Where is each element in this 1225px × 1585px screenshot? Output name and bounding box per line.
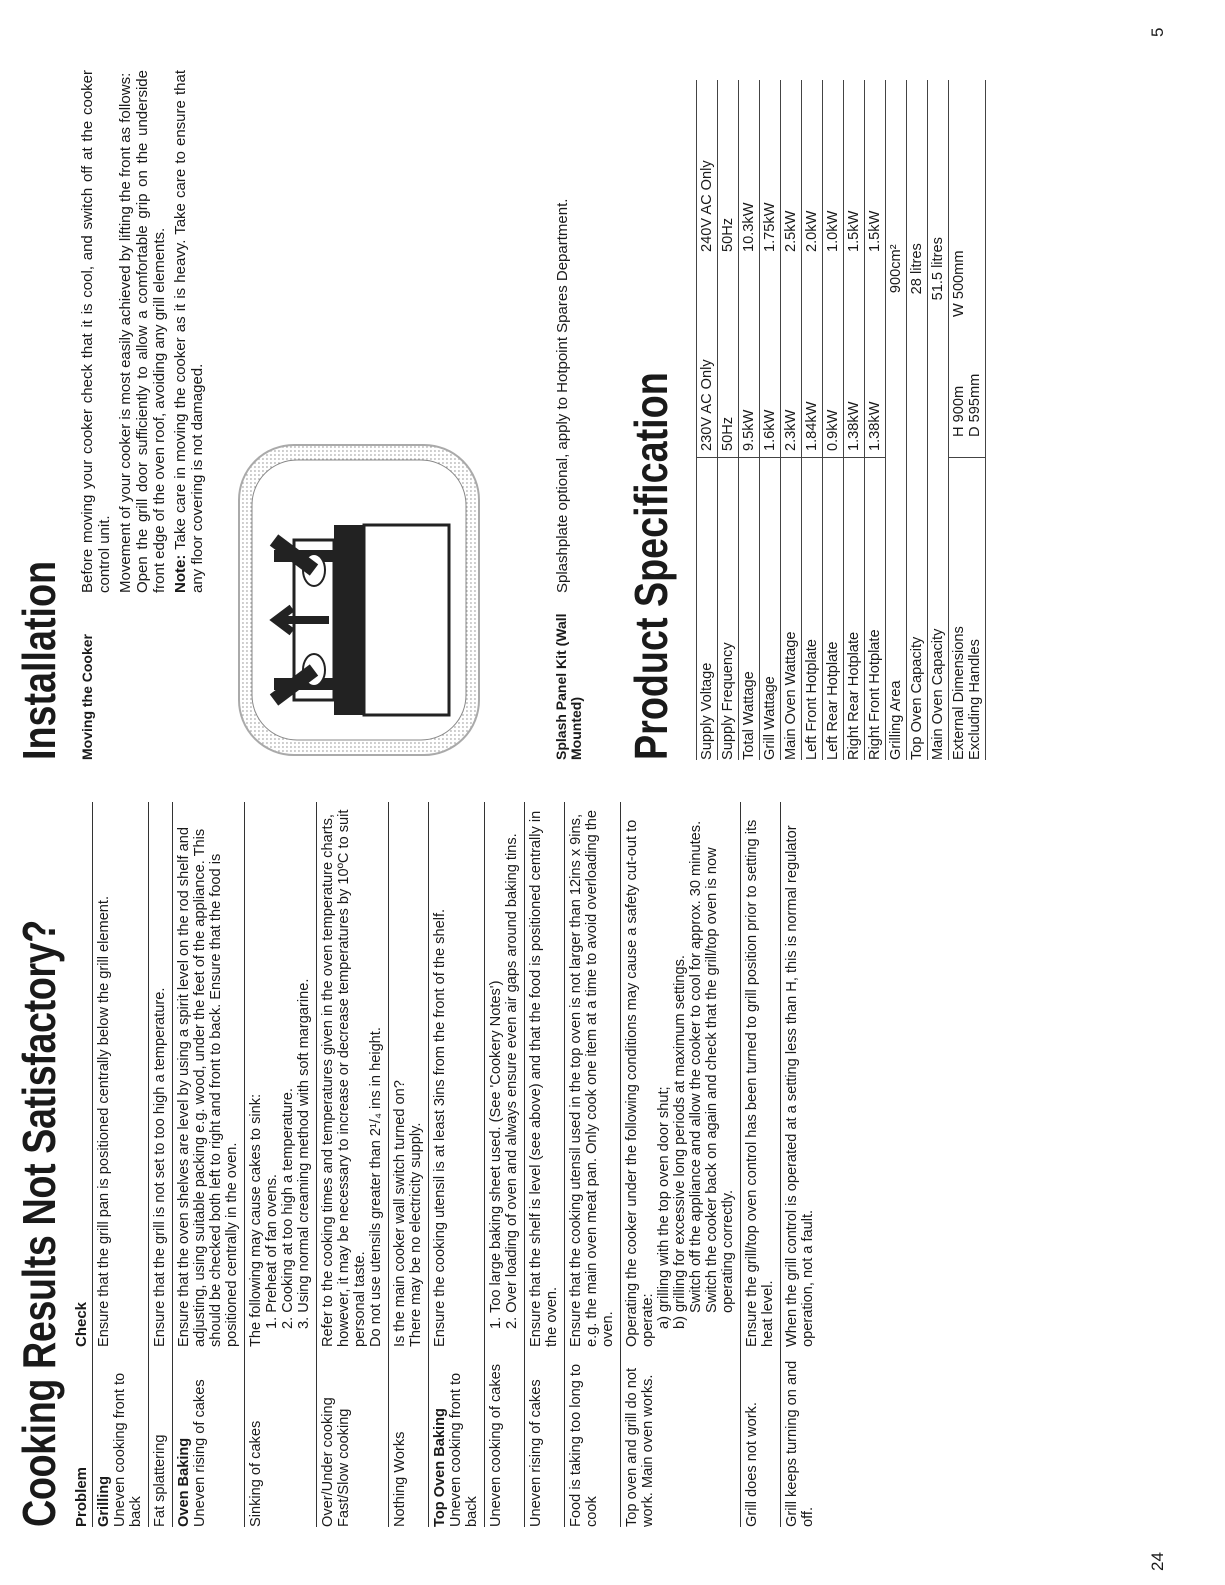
dimension-value: H 900m xyxy=(951,385,967,437)
check-line: Switch off the appliance and allow the cooker to cool for approx. 30 minutes. Switch the cooker back on again and check that the grill/top oven is now operating correctly. xyxy=(687,820,736,1313)
problem-cell xyxy=(624,1347,736,1527)
table-row xyxy=(316,802,388,1527)
moving-para-1: Before moving your cooker check that it is cool, and switch off at the cooker control unit. xyxy=(78,70,113,593)
installation-page xyxy=(13,70,983,760)
dimensions-label-line: External Dimensions xyxy=(951,626,967,760)
moving-para-2: Movement of your cooker is most easily achieved by lifting the front as follows: xyxy=(116,72,134,593)
spec-label: Total Wattage xyxy=(739,458,760,761)
splash-panel-section xyxy=(554,80,584,760)
problem-text: Uneven cooking front to back xyxy=(447,1372,480,1527)
problem-cell xyxy=(176,1347,240,1527)
moving-para-3: Open the grill door sufficiently to allow a comfortable grip on the underside front edge of the oven roof, avoiding any grill elements. xyxy=(133,70,168,593)
table-row xyxy=(484,802,524,1527)
check-line: Ensure that the grill pan is positioned centrally below the grill element. xyxy=(95,895,112,1347)
spec-value-230v: 1.38kW xyxy=(844,256,865,458)
problem-cell xyxy=(432,1347,480,1527)
spec-value-230v: 1.84kW xyxy=(802,256,823,458)
note-text: Take care in moving the cooker as it is heavy. Take care to ensure that any floor covering is not damaged. xyxy=(171,70,206,593)
dimension-value: D 595mm xyxy=(967,373,983,437)
spec-label: Supply Voltage xyxy=(697,458,718,761)
spec-value-240v: 240V AC Only xyxy=(697,80,718,256)
check-cell xyxy=(528,802,560,1347)
problem-text: Top oven and grill do not work. Main oven works. xyxy=(623,1367,656,1527)
table-row xyxy=(620,802,740,1527)
section-heading: Oven Baking xyxy=(175,1437,192,1527)
problem-cell xyxy=(392,1347,424,1527)
check-column-header: Check xyxy=(72,1301,90,1347)
splash-text: Splashplate optional, apply to Hotpoint Spares Department. xyxy=(554,198,571,593)
page-number-left: 24 xyxy=(1148,1552,1167,1571)
spec-label: Left Rear Hotplate xyxy=(823,458,844,761)
moving-section xyxy=(79,70,210,760)
table-row xyxy=(740,802,780,1527)
spec-value-230v: 2.3kW xyxy=(781,256,802,458)
spec-label: Supply Frequency xyxy=(718,458,739,761)
problem-text: Food is taking too long to cook xyxy=(567,1363,600,1527)
spec-row-dimensions xyxy=(949,80,986,760)
spec-row xyxy=(760,80,781,760)
problem-cell xyxy=(528,1347,560,1527)
check-line: There may be no electricity supply. xyxy=(407,1122,424,1347)
table-header xyxy=(73,802,93,1527)
spec-value-230v: 230V AC Only xyxy=(697,256,718,458)
table-row xyxy=(388,802,428,1527)
spec-title: Product Specification xyxy=(625,372,677,760)
dimensions-values xyxy=(949,80,986,458)
problem-cell xyxy=(744,1347,776,1527)
problem-text: Uneven rising of cakes xyxy=(191,1379,208,1527)
moving-text xyxy=(79,70,210,593)
check-line: b) grilling for excessive long periods at maximum settings. xyxy=(671,955,688,1329)
check-line: Ensure the grill/top oven control has been turned to grill position prior to setting its heat level. xyxy=(743,819,776,1347)
check-cell xyxy=(432,802,480,1347)
spec-label: Left Front Hotplate xyxy=(802,458,823,761)
problem-text: Uneven cooking of cakes xyxy=(487,1363,504,1527)
spec-label: Main Oven Capacity xyxy=(928,458,949,761)
splash-label: Splash Panel Kit (Wall Mounted) xyxy=(553,613,584,760)
spec-value-240v: 2.0kW xyxy=(802,80,823,256)
check-cell xyxy=(248,802,312,1347)
check-cell xyxy=(176,802,240,1347)
problem-text: Uneven rising of cakes xyxy=(527,1379,544,1527)
problem-text: Grill does not work. xyxy=(743,1402,760,1527)
check-line: Ensure that the cooking utensil used in the top oven is not larger than 12ins x 9ins, e.g. the main oven meat pan. Only cook one item at a time to avoid overloading the oven. xyxy=(567,809,616,1347)
check-cell xyxy=(568,802,616,1347)
spec-row xyxy=(718,80,739,760)
spec-label: Right Front Hotplate xyxy=(865,458,886,761)
table-row xyxy=(148,802,172,1527)
spec-row xyxy=(865,80,886,760)
note-para xyxy=(172,70,206,593)
spec-value-230v: 1.38kW xyxy=(865,256,886,458)
check-line: The following may cause cakes to sink: xyxy=(247,1093,264,1347)
problem-text: Over/Under cooking Fast/Slow cooking xyxy=(319,1397,352,1527)
spec-value-230v: 9.5kW xyxy=(739,256,760,458)
check-line: 2. Over loading of oven and always ensure even air gaps around baking tins. xyxy=(503,833,520,1329)
spec-value-240v: 2.5kW xyxy=(781,80,802,256)
spec-value-230v: 0.9kW xyxy=(823,256,844,458)
check-cell xyxy=(744,802,776,1347)
section-heading: Grilling xyxy=(95,1475,112,1527)
spec-value-240v: 10.3kW xyxy=(739,80,760,256)
cooker-lift-diagram xyxy=(234,440,484,760)
table-row xyxy=(93,802,148,1527)
spec-value: 900cm² xyxy=(886,80,907,458)
spec-row xyxy=(739,80,760,760)
problem-cell xyxy=(152,1347,168,1527)
note-label: Note: xyxy=(171,554,189,593)
check-line: 3. Using normal creaming method with soft margarine. xyxy=(295,978,312,1329)
check-cell xyxy=(320,802,384,1347)
check-line: Refer to the cooking times and temperatures given in the oven temperature charts, however, it may be necessary to increase or decrease temperatures by 10ºC to suit personal taste. xyxy=(319,809,368,1347)
dimensions-label-line: Excluding Handles xyxy=(967,639,983,760)
check-line: When the grill control is operated at a setting less than H, this is normal regulator operation, not a fault. xyxy=(783,825,816,1347)
spec-value-230v: 1.6kW xyxy=(760,256,781,458)
troubleshooting-page xyxy=(14,802,820,1527)
spec-value-240v: 1.75kW xyxy=(760,80,781,256)
spec-value: 51.5 litres xyxy=(928,80,949,458)
spec-row xyxy=(781,80,802,760)
spec-table xyxy=(696,80,986,760)
table-row xyxy=(172,802,244,1527)
spec-row xyxy=(844,80,865,760)
moving-label: Moving the Cooker xyxy=(78,633,95,760)
spec-row xyxy=(697,80,718,760)
table-row xyxy=(244,802,316,1527)
spec-row xyxy=(823,80,844,760)
problem-cell xyxy=(96,1347,144,1527)
spec-value: 28 litres xyxy=(907,80,928,458)
check-line: 1. Too large baking sheet used. (See 'Cookery Notes') xyxy=(487,980,504,1329)
dimension-value: W 500mm xyxy=(951,250,967,317)
check-line: Ensure that the grill is not set to too high a temperature. xyxy=(151,987,168,1347)
problem-text: Uneven cooking front to back xyxy=(111,1372,144,1527)
check-cell xyxy=(152,802,168,1347)
problem-cell xyxy=(320,1347,384,1527)
check-line: Do not use utensils greater than 2¹/₄ ins in height. xyxy=(367,1027,384,1347)
spec-row xyxy=(886,80,907,760)
check-line: Is the main cooker wall switch turned on? xyxy=(391,1080,408,1347)
check-line: Ensure that the oven shelves are level by using a spirit level on the rod shelf and adjusting, using suitable packing e.g. wood, under the feet of the appliance. This should be checked both left to right and front to back. Ensure that the food is positioned centrally in the oven. xyxy=(175,826,240,1347)
spec-label: Top Oven Capacity xyxy=(907,458,928,761)
check-line: 2. Cooking at too high a temperature. xyxy=(279,1088,296,1329)
spec-label: Main Oven Wattage xyxy=(781,458,802,761)
spec-row xyxy=(928,80,949,760)
page-number-right: 5 xyxy=(1148,27,1167,37)
table-row xyxy=(564,802,620,1527)
spec-value-230v: 50Hz xyxy=(718,256,739,458)
check-cell xyxy=(488,802,520,1347)
check-line: a) grilling with the top oven door shut; xyxy=(655,1086,672,1329)
check-line: Operating the cooker under the following conditions may cause a safety cut-out to operate: xyxy=(623,819,656,1347)
problem-text: Nothing Works xyxy=(391,1431,408,1527)
problem-cell xyxy=(784,1347,816,1527)
problem-column-header: Problem xyxy=(72,1466,90,1527)
check-line: 1. Preheat of fan ovens. xyxy=(263,1174,280,1329)
check-cell xyxy=(784,802,816,1347)
check-cell xyxy=(392,802,424,1347)
table-row xyxy=(428,802,484,1527)
table-row xyxy=(524,802,564,1527)
spec-value-240v: 1.5kW xyxy=(844,80,865,256)
spec-label: Grilling Area xyxy=(886,458,907,761)
spec-label: Grill Wattage xyxy=(760,458,781,761)
spec-value-240v: 1.5kW xyxy=(865,80,886,256)
check-cell xyxy=(96,802,144,1347)
table-row xyxy=(780,802,820,1527)
problem-text: Fat splattering xyxy=(151,1434,168,1527)
problem-text: Grill keeps turning on and off. xyxy=(783,1360,816,1527)
spec-value-240v: 1.0kW xyxy=(823,80,844,256)
problem-text: Sinking of cakes xyxy=(247,1420,264,1527)
check-line: Ensure the cooking utensil is at least 3ins from the front of the shelf. xyxy=(431,908,448,1347)
installation-title: Installation xyxy=(13,560,65,760)
page-title: Cooking Results Not Satisfactory? xyxy=(13,920,65,1527)
section-heading: Top Oven Baking xyxy=(431,1408,448,1527)
spec-row xyxy=(907,80,928,760)
troubleshooting-table xyxy=(93,802,820,1527)
problem-cell xyxy=(568,1347,616,1527)
moving-cooker-illustration xyxy=(234,440,484,760)
spec-row xyxy=(802,80,823,760)
spec-label: Right Rear Hotplate xyxy=(844,458,865,761)
spec-value-240v: 50Hz xyxy=(718,80,739,256)
dimensions-label xyxy=(949,458,986,761)
check-cell xyxy=(624,802,736,1347)
check-line: Ensure that the shelf is level (see above) and that the food is positioned centrally in the oven. xyxy=(527,810,560,1347)
problem-cell xyxy=(248,1347,312,1527)
problem-cell xyxy=(488,1347,520,1527)
